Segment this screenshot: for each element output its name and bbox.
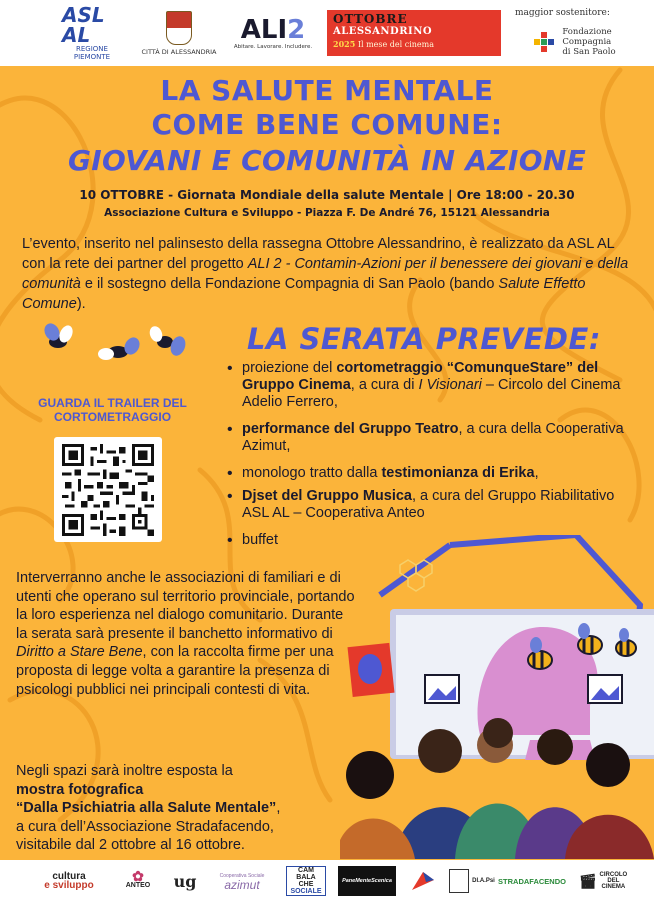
anteo-mark-icon: ✿	[132, 868, 144, 884]
asl-logo-mark2: AL	[62, 23, 91, 47]
diapsi-logo: DI.A.Psi	[446, 866, 498, 896]
intro-project-name: ALI 2 - Contamin-Azioni per il benessere dei giovani e della comunità	[22, 256, 629, 292]
crest-icon	[166, 11, 192, 45]
asl-logo-mark: ASL	[62, 3, 105, 27]
qr-code-icon	[62, 444, 154, 536]
title-line3: GIOVANI E COMUNITÀ IN AZIONE	[67, 144, 587, 177]
fondazione-line3: di San Paolo	[562, 47, 616, 57]
trailer-label-line2: CORTOMETRAGGIO	[53, 410, 172, 424]
program-item-buffet: • buffet	[222, 532, 642, 549]
ottobre-line2: ALESSANDRINO	[333, 26, 433, 37]
ali-tagline: Abitare. Lavorare. Includere.	[233, 44, 313, 50]
fondazione-mark-icon	[534, 32, 554, 52]
clapperboard-icon: 🎬︎	[578, 873, 597, 889]
trailer-label-line1: GUARDA IL TRAILER DEL	[38, 396, 187, 410]
intro-text-3: ).	[76, 296, 86, 312]
event-venue: Associazione Cultura e Sviluppo - Piazza F. De André 76, 15121 Alessandria	[104, 207, 550, 219]
circolo-cinema-logo: 🎬︎ CIRCOLO DEL CINEMA	[578, 872, 628, 890]
stradafacendo-logo: STRADAFACENDO	[498, 876, 566, 886]
intro-paragraph	[22, 234, 636, 314]
mostra-paragraph: Negli spazi sarà inoltre esposta la mostra fotografica “Dalla Psichiatria alla Salute Mentale”, a cura dell’Associazione Stradafacendo, visitabile dal 2 ottobre al 16 ottobre.	[16, 763, 281, 854]
kite-logo-icon	[408, 866, 438, 896]
program-item-djset: • Djset del Gruppo Musica, a cura del Gruppo Riabilitativo ASL AL – Cooperativa Anteo	[222, 488, 642, 522]
ottobre-tagline: Il mese del cinema	[357, 40, 435, 49]
program-item-monologo: • monologo tratto dalla testimonianza di Erika,	[222, 465, 642, 482]
intro-bando-name: Salute Effetto Comune	[22, 276, 586, 312]
azimut-logo: Cooperativa Sociale azimut	[219, 873, 265, 892]
asl-logo-region2: PIEMONTE	[73, 53, 111, 61]
trailer-qr-code[interactable]	[54, 437, 162, 542]
asl-logo	[62, 3, 122, 61]
cambalache-logo: CAM BALA CHE SOCIALE	[286, 866, 326, 896]
panementescenica-logo: PaneMenteScenica	[338, 866, 396, 896]
fondazione-line1: Fondazione	[562, 27, 612, 37]
bees-decoration-icon	[40, 322, 190, 372]
sponsor-label: maggior sostenitore:	[515, 8, 610, 18]
title-line1: LA SALUTE MENTALE	[160, 74, 494, 107]
ottobre-line1: OTTOBRE	[333, 12, 408, 26]
diritto-stare-bene: Diritto a Stare Bene	[16, 644, 143, 661]
mostra-title: “Dalla Psichiatria alla Salute Mentale”	[16, 800, 277, 817]
program-item-cortometraggio: • proiezione del cortometraggio “ComunqueStare” del Gruppo Cinema, a cura di I Visionari – Circolo del Cinema Adelio Ferrero,	[222, 360, 642, 411]
serata-program-list	[222, 360, 642, 559]
mostra-label: mostra fotografica	[16, 781, 144, 798]
asl-logo-region: REGIONE	[76, 45, 108, 53]
fondazione-line2: Compagnia	[562, 37, 612, 47]
serata-heading: LA SERATA PREVEDE:	[247, 322, 601, 356]
intro-text-1: L’evento, inserito nel palinsesto della rassegna Ottobre Alessandrino, è realizzato da ASL AL con la rete dei partner del progetto	[22, 236, 615, 272]
event-date: 10 OTTOBRE - Giornata Mondiale della salute Mentale | Ore 18:00 - 20.30	[79, 188, 575, 202]
trailer-label	[25, 396, 200, 424]
diapsi-mark-icon	[449, 869, 469, 893]
header-logo-bar	[0, 0, 654, 66]
footer-partner-logos	[0, 860, 654, 900]
ug-logo: ug	[173, 871, 197, 891]
ali2-logo	[230, 6, 316, 60]
associations-paragraph: Interverranno anche le associazioni di familiari e di utenti che operano sul territorio provinciale, portando la loro esperienza nel dialogo comunitario. Durante la serata sarà presente il banchetto informativo di Diritto a Stare Bene, con la raccolta firme per una proposta di legge volta a garantire la presenza di psicologi pubblici nei principali contesti di vita.	[16, 570, 355, 698]
ali-logo-mark: ALI	[240, 15, 288, 45]
program-item-teatro: • performance del Gruppo Teatro, a cura della Cooperativa Azimut,	[222, 421, 642, 455]
anteo-logo: ✿ ANTEO	[125, 868, 151, 889]
ali-logo-num: 2	[287, 15, 306, 45]
title-line2: COME BENE COMUNE:	[151, 108, 503, 141]
comune-name: CITTÀ DI ALESSANDRIA	[141, 47, 217, 56]
ottobre-alessandrino-logo	[327, 10, 501, 56]
audience-screen-illustration	[340, 535, 654, 859]
cultura-sviluppo-logo: cultura e sviluppo	[44, 871, 94, 891]
ottobre-year: 2025	[333, 39, 356, 49]
comune-alessandria-logo	[135, 6, 223, 60]
fondazione-compagnia-logo	[520, 22, 630, 62]
intro-text-2: e il sostegno della Fondazione Compagnia di San Paolo (bando	[80, 276, 499, 292]
